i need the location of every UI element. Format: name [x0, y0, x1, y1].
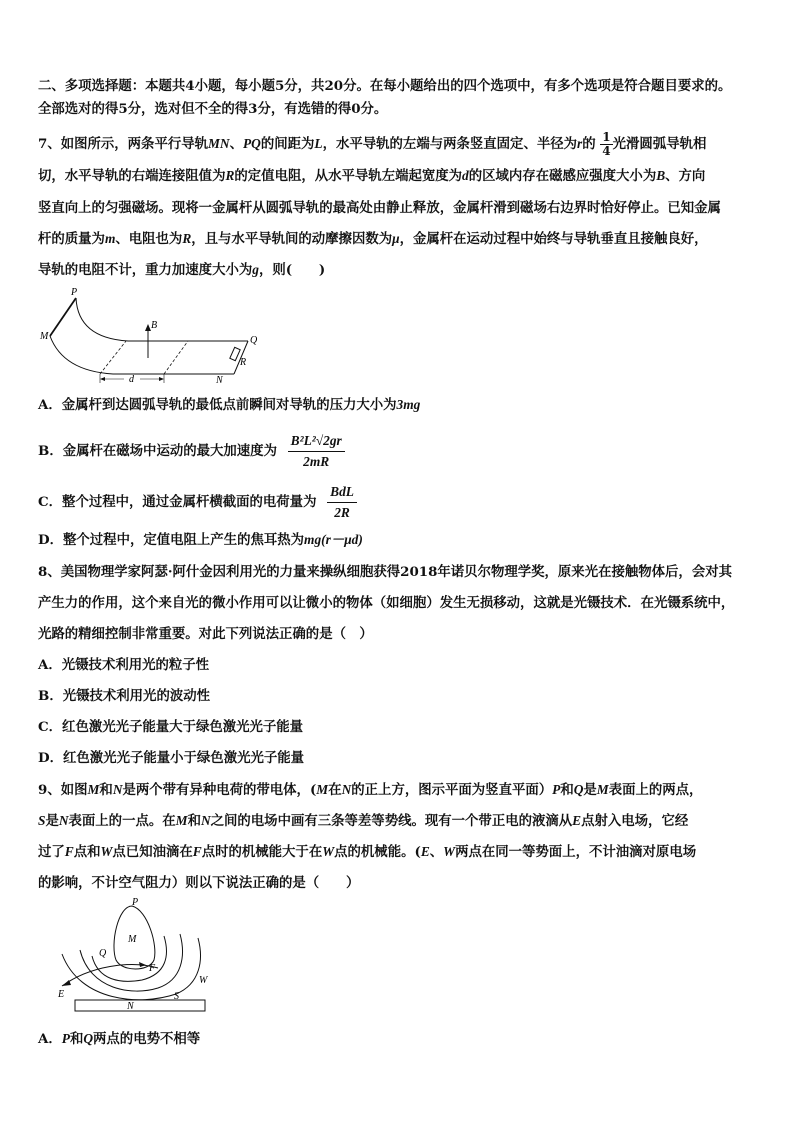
q7-optb-fraction: $\frac{\text{B²L²√2gr}}{2mR}$	[288, 431, 345, 472]
fig9-label-N: N	[127, 1001, 134, 1012]
q9-line2: S是N表面上的一点。在M和N之间的电场中画有三条等差等势线。现有一个带正电的液滴从E点射入电场，它经	[38, 813, 689, 829]
fig9-label-P: P	[132, 898, 139, 908]
q7-number: 7、	[38, 136, 61, 152]
label-Q: Q	[250, 335, 258, 346]
q7-rail-figure	[38, 286, 263, 386]
q7-line2: 切，水平导轨的右端连接阻值为R的定值电阻，从水平导轨左端起宽度为d的区域内存在磁感应强度大小为B、方向	[38, 168, 706, 184]
q9-line4: 的影响，不计空气阻力）则以下说法正确的是（ ）	[38, 875, 360, 891]
q7-option-c: C．整个过程中，通过金属杆横截面的电荷量为 $\frac{\text{BdL}}{2R}$	[38, 482, 357, 523]
fig9-label-S: S	[174, 991, 179, 1002]
q8-option-d: D．红色激光光子能量小于绿色激光光子能量	[38, 750, 305, 766]
q9-line1: 9、如图M和N是两个带有异种电荷的带电体，(M在N的正上方，图示平面为竖直平面）P和Q是M表面上的两点，	[38, 782, 703, 798]
label-d: d	[129, 374, 134, 385]
q7-optc-fraction: $\frac{\text{BdL}}{2R}$	[327, 482, 357, 523]
q8-line2: 产生力的作用，这个来自光的微小作用可以让微小的物体（如细胞）发生无损移动，这就是光镊技术．在光镊系统中，	[38, 595, 735, 611]
q8-option-a: A．光镊技术利用光的粒子性	[38, 657, 210, 673]
q8-line1: 8、美国物理学家阿瑟·阿什金因利用光的力量来操纵细胞获得2018年诺贝尔物理学奖，原来光在接触物体后，会对其	[38, 564, 732, 580]
label-P: P	[71, 287, 78, 298]
q7-option-b: B．金属杆在磁场中运动的最大加速度为 $\frac{\text{B²L²√2gr}}{2mR}$	[38, 431, 345, 472]
q9-line3: 过了F点和W点已知油滴在F点时的机械能大于在W点的机械能。(E、W两点在同一等势面上，不计油滴对原电场	[38, 844, 697, 860]
section-header-line2: 全部选对的得5分，选对但不全的得3分，有选错的得0分。	[38, 101, 388, 117]
q7-option-a: A．金属杆到达圆弧导轨的最低点前瞬间对导轨的压力大小为3mg	[38, 397, 421, 413]
fig9-label-M: M	[128, 934, 137, 945]
q9-field-figure	[50, 898, 225, 1016]
section-header-line1: 二、多项选择题：本题共4小题，每小题5分，共20分。在每小题给出的四个选项中，有多个选项是符合题目要求的。	[38, 78, 732, 94]
quarter-fraction: $\frac{1}{4}$	[602, 130, 611, 158]
label-R: R	[240, 357, 247, 368]
label-B: B	[151, 320, 158, 331]
q8-line3: 光路的精细控制非常重要。对此下列说法正确的是（ ）	[38, 626, 373, 642]
fig9-label-E: E	[58, 989, 65, 1000]
q7-line5: 导轨的电阻不计，重力加速度大小为g，则( )	[38, 262, 326, 278]
fig9-label-F: F	[149, 963, 156, 974]
q7-line4: 杆的质量为m、电阻也为R，且与水平导轨间的动摩擦因数为μ，金属杆在运动过程中始终与导轨垂直且接触良好，	[38, 231, 708, 247]
q8-option-b: B．光镊技术利用光的波动性	[38, 688, 211, 704]
q7-line3: 竖直向上的匀强磁场。现将一金属杆从圆弧导轨的最高处由静止释放，金属杆滑到磁场右边界时恰好停止。已知金属	[38, 200, 721, 216]
q9-option-a: A．P和Q两点的电势不相等	[38, 1031, 201, 1047]
label-N: N	[216, 375, 223, 386]
fig9-label-W: W	[199, 975, 208, 986]
q7-option-d: D．整个过程中，定值电阻上产生的焦耳热为mg(r－μd)	[38, 532, 363, 548]
fig9-label-Q: Q	[99, 948, 107, 959]
label-M: M	[40, 331, 49, 342]
q8-option-c: C．红色激光光子能量大于绿色激光光子能量	[38, 719, 304, 735]
q7-line1: 7、如图所示，两条平行导轨MN、PQ的间距为L，水平导轨的左端与两条竖直固定、半径为r的 $\frac{1}{4}$ 光滑圆弧导轨相	[38, 130, 707, 158]
